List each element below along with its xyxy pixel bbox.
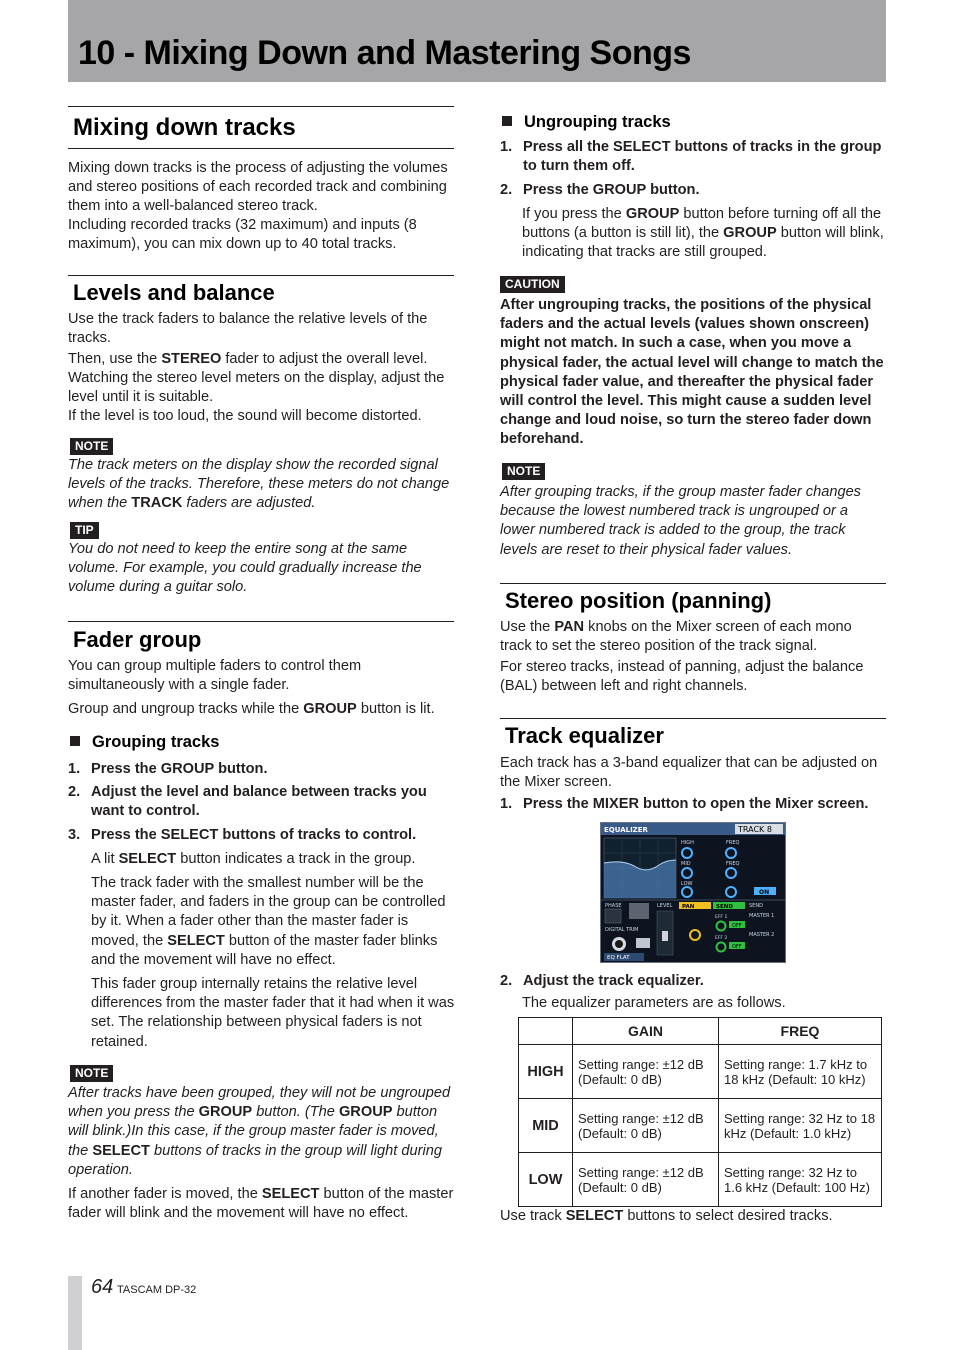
grouping-step-1: 1. Press the GROUP button. [68,761,268,777]
screen-digital-trim-label: DIGITAL TRIM [605,927,639,933]
table-header-cell: FREQ [719,1018,882,1045]
footer-bar [68,1276,82,1350]
gain-cell: Setting range: ±12 dB (Default: 0 dB) [573,1045,719,1099]
fader-group-title: Fader group [73,627,202,652]
levels-tip: You do not need to keep the entire song at the same volume. For example, you could gradually increase the volume during a guitar solo. [68,541,422,596]
grouping-step-2: 2. Adjust the level and balance between tracks you want to control. [68,784,427,820]
table-row [519,1153,882,1207]
fader-paragraph-1: You can group multiple faders to control them simultaneously with a single fader. [68,658,362,694]
chapter-title: 10 - Mixing Down and Mastering Songs [78,34,691,72]
band-cell: HIGH [519,1045,573,1099]
eq-step-2-desc: The equalizer parameters are as follows. [522,995,786,1011]
levels-paragraph-1: Use the track faders to balance the relative levels of the tracks. [68,311,428,347]
band-cell: MID [519,1099,573,1153]
section-rule [500,583,886,584]
screen-off-label-1: OFF [732,923,742,929]
mixer-screen-illustration [600,822,786,963]
grouping-desc-2: The track fader with the smallest number will be the master fader, and faders in the group can be controlled by it. When a fader other than the master fader is moved, the SELECT button of the master fader blinks and the movement will have no effect. [91,875,446,968]
screen-pan-label: PAN [682,904,695,910]
fader-note: After tracks have been grouped, they will not be ungrouped when you press the GROUP button. (The GROUP button will blink.)In this case, if the group master fader is moved, the SELECT buttons of tracks in the group will light during operation. [68,1085,451,1178]
screen-send-label-2: SEND [749,903,763,909]
stereo-position-title: Stereo position (panning) [505,588,772,613]
table-row [519,1045,882,1099]
track-equalizer-title: Track equalizer [505,723,664,748]
gain-cell: Setting range: ±12 dB (Default: 0 dB) [573,1153,719,1207]
freq-cell: Setting range: 32 Hz to 18 kHz (Default: 1.0 kHz) [719,1099,882,1153]
fader-paragraph-2: Group and ungroup tracks while the GROUP button is lit. [68,701,435,717]
square-bullet-icon [70,736,80,746]
ungrouping-step-2: 2. Press the GROUP button. [500,182,700,198]
mixing-down-title: Mixing down tracks [73,114,296,141]
screen-high-label: HIGH [681,840,694,846]
section-rule [68,275,454,276]
table-row [519,1099,882,1153]
caution-text: After ungrouping tracks, the positions of the physical faders and the actual levels (values shown onscreen) might not match. In such a case, when you move a physical fader, the actual level will change to match the physical fader value, and thereafter the physical fader will control the level. This might cause a sudden level change and loud noise, so turn the stereo fader down beforehand. [500,297,884,448]
fader-last-paragraph: If another fader is moved, the SELECT button of the master fader will blink and the movement will have no effect. [68,1186,454,1222]
table-header-cell: GAIN [573,1018,719,1045]
screen-master2-label: MASTER 2 [749,932,775,938]
freq-cell: Setting range: 1.7 kHz to 18 kHz (Default: 10 kHz) [719,1045,882,1099]
ungrouping-desc: If you press the GROUP button before turning off all the buttons (a button is still lit), the GROUP button will blink, indicating that tracks are still grouped. [522,206,884,261]
model-name: TASCAM DP-32 [117,1284,197,1296]
note-badge: NOTE [70,438,113,455]
screen-master1-label: MASTER 1 [749,913,775,919]
screen-eff1-label: EFF 1 [715,915,728,920]
section-rule [68,148,454,149]
screen-track-label: TRACK 8 [738,825,772,834]
caution-badge: CAUTION [500,276,565,293]
section-rule [68,106,454,107]
screen-off-label-2: OFF [732,944,742,950]
eq-step-1: 1. Press the MIXER button to open the Mixer screen. [500,796,869,812]
screen-level-label: LEVEL [657,903,673,909]
grouping-step-3: 3. Press the SELECT buttons of tracks to control. [68,827,417,843]
screen-send-label: SEND [716,904,733,910]
gain-cell: Setting range: ±12 dB (Default: 0 dB) [573,1099,719,1153]
screen-low-label: LOW [681,881,693,887]
mixing-paragraph-2: Including recorded tracks (32 maximum) and inputs (8 maximum), you can mix down up to 40 total tracks. [68,217,417,253]
ungrouping-subhead: Ungrouping tracks [502,113,671,132]
screen-eq-flat-label: EQ FLAT [607,955,630,961]
section-rule [500,718,886,719]
screen-freq-label-mid: FREQ [726,861,740,867]
grouping-subhead: Grouping tracks [70,733,219,752]
grouping-desc-1: A lit SELECT button indicates a track in the group. [91,851,416,867]
note-badge: NOTE [502,463,545,480]
screen-phase-label: PHASE [605,903,622,909]
eq-paragraph-1: Each track has a 3-band equalizer that can be adjusted on the Mixer screen. [500,755,878,791]
equalizer-screen-graphic [601,823,785,962]
mixing-paragraph-1: Mixing down tracks is the process of adjusting the volumes and stereo positions of each recorded track and combining them into a well-balanced stereo track. [68,160,448,215]
note-badge: NOTE [70,1065,113,1082]
screen-on-label: ON [759,889,770,896]
eq-after-table: Use track SELECT buttons to select desired tracks. [500,1208,833,1224]
screen-mid-label: MID [681,861,691,867]
chapter-header-bar [68,0,886,82]
tip-badge: TIP [70,522,99,539]
stereo-paragraph-1: Use the PAN knobs on the Mixer screen of each mono track to set the stereo position of the track signal. [500,619,852,655]
levels-note: The track meters on the display show the recorded signal levels of the tracks. Therefore, these meters do not change when the TRACK faders are adjusted. [68,457,450,512]
ungrouping-step-1: 1. Press all the SELECT buttons of tracks in the group to turn them off. [500,139,882,175]
freq-cell: Setting range: 32 Hz to 1.6 kHz (Default: 100 Hz) [719,1153,882,1207]
square-bullet-icon [502,116,512,126]
levels-paragraph-2: Then, use the STEREO fader to adjust the overall level. Watching the stereo level meters on the display, adjust the level until it is suitable. [68,351,445,406]
levels-title: Levels and balance [73,280,275,305]
band-cell: LOW [519,1153,573,1207]
screen-eff2-label: EFF 2 [715,936,728,941]
eq-step-2: 2. Adjust the track equalizer. [500,973,704,989]
table-header-cell [519,1018,573,1045]
grouping-desc-3: This fader group internally retains the relative level differences from the master fader that it had when it was set. The relationship between physical faders is not retained. [91,976,455,1050]
ungrouping-note: After grouping tracks, if the group master fader changes because the lowest numbered track is ungrouped or a lower numbered track is added to the group, the track levels are reset to their physical fader values. [500,484,861,558]
table-header-row [519,1018,882,1045]
section-rule [68,621,454,622]
levels-paragraph-3: If the level is too loud, the sound will become distorted. [68,408,422,424]
screen-title: EQUALIZER [604,826,648,834]
screen-freq-label-high: FREQ [726,840,740,846]
page-number: 64 [91,1276,114,1298]
eq-parameter-table [518,1017,882,1207]
stereo-paragraph-2: For stereo tracks, instead of panning, adjust the balance (BAL) between left and right channels. [500,659,864,695]
